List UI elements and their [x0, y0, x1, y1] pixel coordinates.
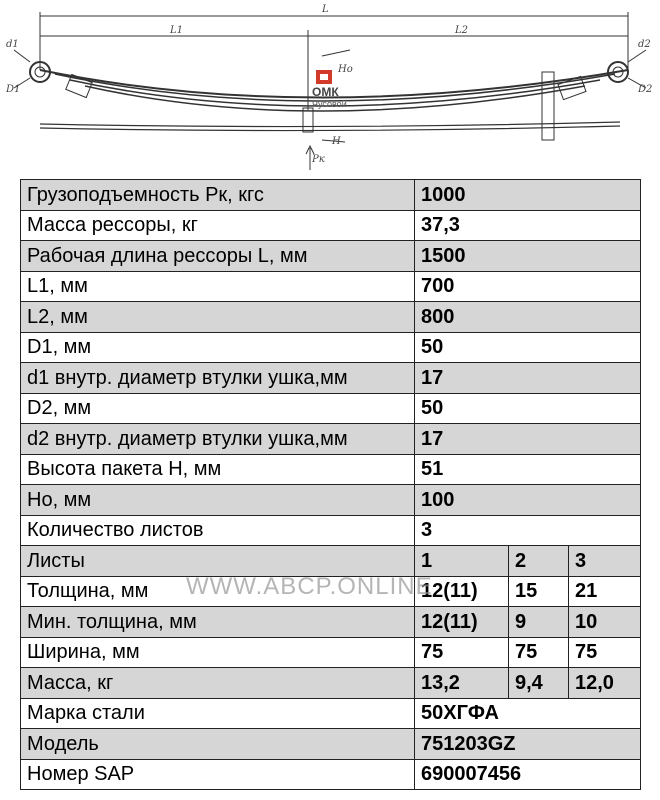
row-label: d2 внутр. диаметр втулки ушка,мм [21, 424, 415, 455]
row-value: 50 [415, 332, 641, 363]
leaf-row [21, 668, 641, 699]
row-label: Рабочая длина рессоры L, мм [21, 241, 415, 272]
leaf-1-value: 12(11) [415, 607, 509, 638]
dim-L2-label: L2 [455, 25, 469, 36]
table-row [21, 729, 641, 760]
leaf-row [21, 637, 641, 668]
Ho-label: Ho [338, 64, 353, 75]
table-row [21, 515, 641, 546]
leaf-2-value: 15 [509, 576, 569, 607]
row-label: Номер SAP [21, 759, 415, 790]
leaf-2-value: 9 [509, 607, 569, 638]
row-label: D2, мм [21, 393, 415, 424]
row-value: 17 [415, 363, 641, 394]
table-row [21, 363, 641, 394]
Pk-label: Pк [312, 154, 325, 165]
row-label: D1, мм [21, 332, 415, 363]
leaf-spring-drawing [0, 0, 660, 178]
table-row [21, 210, 641, 241]
table-row [21, 454, 641, 485]
row-label: L2, мм [21, 302, 415, 333]
row-value: 800 [415, 302, 641, 333]
leaf-2-value: 9,4 [509, 668, 569, 699]
leaf-row [21, 576, 641, 607]
leaf-3-value: 12,0 [569, 668, 641, 699]
leaf-2-value: 2 [509, 546, 569, 577]
row-label: Количество листов [21, 515, 415, 546]
leaf-3-value: 3 [569, 546, 641, 577]
table-row [21, 180, 641, 211]
leaf-row-label: Ширина, мм [21, 637, 415, 668]
watermark-text: WWW.ABCP.ONLINE [186, 573, 433, 600]
table-row [21, 698, 641, 729]
table-row [21, 271, 641, 302]
row-label: Высота пакета H, мм [21, 454, 415, 485]
dim-L1-label: L1 [170, 25, 184, 36]
row-value: 17 [415, 424, 641, 455]
leaf-3-value: 75 [569, 637, 641, 668]
leaf-3-value: 10 [569, 607, 641, 638]
leaf-row [21, 546, 641, 577]
row-label: Масса рессоры, кг [21, 210, 415, 241]
steel-grade-value: 50ХГФА [415, 698, 641, 729]
row-label: Грузоподъемность Pк, кгс [21, 180, 415, 211]
row-value: 37,3 [415, 210, 641, 241]
model-value: 751203GZ [415, 729, 641, 760]
row-value: 700 [415, 271, 641, 302]
row-value: 1000 [415, 180, 641, 211]
logo-text: ОМК [312, 85, 339, 99]
leaf-row-label: Масса, кг [21, 668, 415, 699]
table-row [21, 241, 641, 272]
row-value: 51 [415, 454, 641, 485]
table-row [21, 759, 641, 790]
row-label: L1, мм [21, 271, 415, 302]
leaf-row-label: Толщина, мм [21, 576, 415, 607]
leaf-1-value: 75 [415, 637, 509, 668]
row-value: 3 [415, 515, 641, 546]
leaf-2-value: 75 [509, 637, 569, 668]
H-label: H [332, 136, 341, 147]
table-row [21, 485, 641, 516]
row-value: 50 [415, 393, 641, 424]
row-value: 100 [415, 485, 641, 516]
table-row [21, 424, 641, 455]
leaf-1-value: 13,2 [415, 668, 509, 699]
row-label: Модель [21, 729, 415, 760]
row-value: 1500 [415, 241, 641, 272]
row-label: d1 внутр. диаметр втулки ушка,мм [21, 363, 415, 394]
d1-label: d1 [6, 39, 19, 50]
table-row [21, 393, 641, 424]
leaf-row-label: Мин. толщина, мм [21, 607, 415, 638]
table-row [21, 302, 641, 333]
sap-number-value: 690007456 [415, 759, 641, 790]
D2-label: D2 [638, 84, 653, 95]
omk-logo [312, 70, 347, 109]
leaf-1-value: 12(11) [415, 576, 509, 607]
table-row [21, 332, 641, 363]
specification-table [20, 179, 641, 790]
row-label: Марка стали [21, 698, 415, 729]
logo-subtext: Чусовой [312, 99, 347, 109]
D1-label: D1 [6, 84, 21, 95]
row-label: Ho, мм [21, 485, 415, 516]
d2-label: d2 [638, 39, 651, 50]
leaf-row [21, 607, 641, 638]
leaf-3-value: 21 [569, 576, 641, 607]
dim-L-label: L [322, 4, 329, 15]
leaf-1-value: 1 [415, 546, 509, 577]
leaf-row-label: Листы [21, 546, 415, 577]
